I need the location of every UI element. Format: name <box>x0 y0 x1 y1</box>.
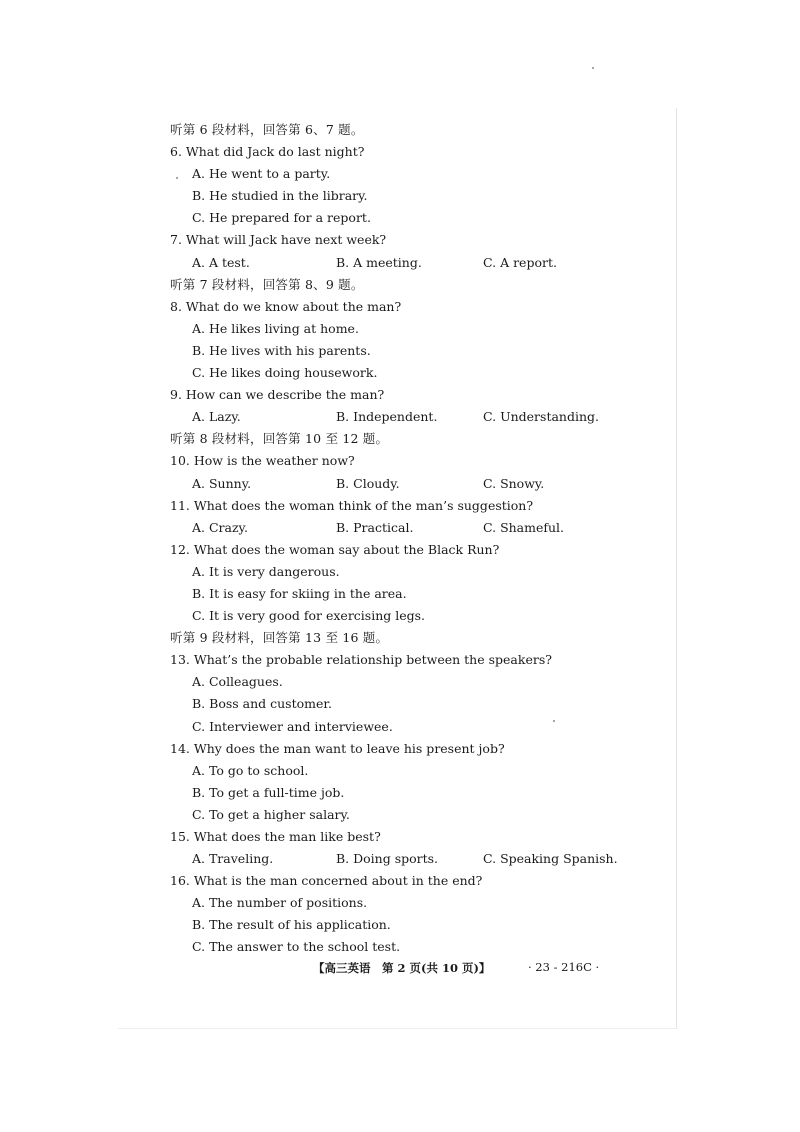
answer-option: B. The result of his application. <box>192 917 391 933</box>
question-text: 11. What does the woman think of the man’s suggestion? <box>170 497 534 513</box>
answer-option: B. He studied in the library. <box>192 188 368 204</box>
answer-option: A. The number of positions. <box>192 895 368 911</box>
answer-option: A. Crazy. <box>192 519 248 535</box>
question-text: 14. Why does the man want to leave his present job? <box>170 740 505 756</box>
answer-option: C. Shameful. <box>483 519 565 535</box>
answer-option: A. Sunny. <box>192 475 252 491</box>
page-footer <box>0 960 800 980</box>
answer-option: B. Cloudy. <box>336 475 400 491</box>
question-text: 13. What’s the probable relationship between the speakers? <box>170 652 552 668</box>
question-text: 15. What does the man like best? <box>170 829 381 844</box>
question-text: 12. What does the woman say about the Black Run? <box>170 541 500 557</box>
answer-option: C. Understanding. <box>483 409 599 425</box>
answer-option: A. A test. <box>192 254 250 270</box>
question-text: 8. What do we know about the man? <box>170 298 402 314</box>
question-text: 16. What is the man concerned about in the end? <box>170 873 483 889</box>
footer-page-info: 【高三英语 第 2 页(共 10 页)】 <box>313 961 491 975</box>
answer-option: C. It is very good for exercising legs. <box>192 608 426 624</box>
answer-option: C. To get a higher salary. <box>192 806 350 822</box>
answer-option: A. He likes living at home. <box>192 320 359 336</box>
answer-option: C. Interviewer and interviewee. <box>192 718 393 734</box>
answer-option: C. The answer to the school test. <box>192 939 401 955</box>
answer-option: B. Doing sports. <box>336 851 439 867</box>
footer-paper-code: · 23 - 216C · <box>528 960 600 974</box>
answer-option: B. Independent. <box>336 409 438 425</box>
question-text: 7. What will Jack have next week? <box>170 232 387 248</box>
option-row <box>170 517 660 539</box>
answer-option: B. A meeting. <box>336 254 422 270</box>
answer-option: C. Snowy. <box>483 475 545 491</box>
question-text: 9. How can we describe the man? <box>170 387 385 403</box>
scan-edge-vertical <box>676 108 677 1028</box>
answer-option: A. To go to school. <box>192 762 309 778</box>
question-list <box>170 119 660 959</box>
section-heading: 听第 8 段材料，回答第 10 至 12 题。 <box>170 431 389 447</box>
answer-option: A. It is very dangerous. <box>192 563 340 579</box>
scan-edge-horizontal <box>118 1028 678 1029</box>
question-text: 6. What did Jack do last night? <box>170 144 365 160</box>
section-heading: 听第 9 段材料，回答第 13 至 16 题。 <box>170 630 389 646</box>
answer-option: C. A report. <box>483 254 557 270</box>
answer-option: A. He went to a party. <box>192 166 331 182</box>
option-row <box>170 252 660 274</box>
answer-option: A. Traveling. <box>192 851 274 867</box>
option-row <box>170 473 660 495</box>
answer-option: A. Colleagues. <box>192 674 283 690</box>
scan-speck <box>592 67 594 69</box>
section-heading: 听第 7 段材料，回答第 8、9 题。 <box>170 276 364 292</box>
answer-option: B. It is easy for skiing in the area. <box>192 585 407 601</box>
question-text: 10. How is the weather now? <box>170 453 355 469</box>
answer-option: B. To get a full-time job. <box>192 784 345 800</box>
answer-option: C. He prepared for a report. <box>192 210 371 226</box>
answer-option: B. Boss and customer. <box>192 696 332 712</box>
answer-option: B. He lives with his parents. <box>192 342 371 358</box>
option-row <box>170 848 660 870</box>
answer-option: C. He likes doing housework. <box>192 365 378 381</box>
answer-option: A. Lazy. <box>192 409 241 425</box>
section-heading: 听第 6 段材料，回答第 6、7 题。 <box>170 122 364 137</box>
answer-option: C. Speaking Spanish. <box>483 851 618 867</box>
option-row <box>170 406 660 428</box>
answer-option: B. Practical. <box>336 519 414 535</box>
